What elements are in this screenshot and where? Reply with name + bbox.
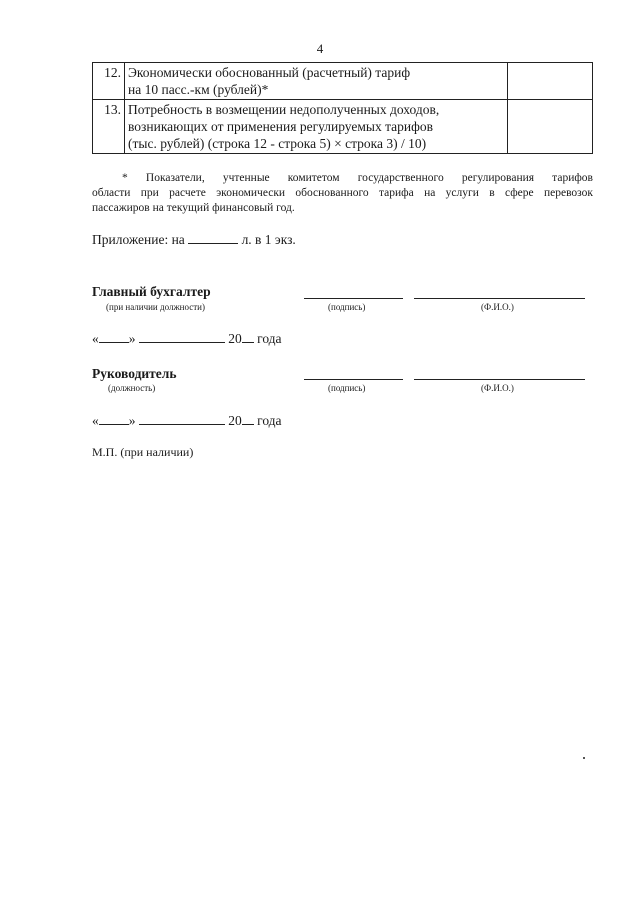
date-year-prefix: 20 <box>228 331 242 346</box>
appendix-pages-blank <box>188 232 238 244</box>
date-month-blank <box>139 413 225 425</box>
footnote-line: * Показатели, учтенные комитетом государственного регулирования тарифов <box>122 172 593 184</box>
footnote-line: пассажиров на текущий финансовый год. <box>92 202 295 214</box>
tariff-table <box>92 62 593 154</box>
chief-accountant-signature-hint: (подпись) <box>328 302 366 312</box>
appendix-prefix: Приложение: на <box>92 232 185 247</box>
director-signature-hint: (подпись) <box>328 383 366 393</box>
director-name-hint: (Ф.И.О.) <box>481 383 514 393</box>
director-date-line <box>92 413 282 429</box>
table-row <box>93 100 593 154</box>
date-month-blank <box>139 331 225 343</box>
row-description <box>125 100 508 154</box>
director-name-line <box>414 379 585 380</box>
row-number: 12. <box>93 63 125 100</box>
row-number: 13. <box>93 100 125 154</box>
table-row <box>93 63 593 100</box>
date-year-prefix: 20 <box>228 413 242 428</box>
page-number: 4 <box>316 41 324 56</box>
date-close-quote: » <box>128 331 136 346</box>
chief-accountant-name-hint: (Ф.И.О.) <box>481 302 514 312</box>
row-text-line: Потребность в возмещении недополученных доходов, <box>128 102 440 117</box>
date-day-blank <box>99 413 129 425</box>
row-description <box>125 63 508 100</box>
chief-accountant-signature-line <box>304 298 403 299</box>
scan-dot <box>583 757 585 759</box>
director-signature-line <box>304 379 403 380</box>
date-open-quote: « <box>92 331 99 346</box>
appendix-line <box>92 232 296 248</box>
row-text-line: на 10 пасс.-км (рублей)* <box>128 82 269 97</box>
row-value <box>508 63 593 100</box>
appendix-suffix: л. в 1 экз. <box>241 232 296 247</box>
date-open-quote: « <box>92 413 99 428</box>
chief-accountant-title: Главный бухгалтер <box>92 284 211 299</box>
director-title: Руководитель <box>92 366 177 381</box>
date-year-blank <box>242 331 254 343</box>
row-text-line: (тыс. рублей) (строка 12 - строка 5) × строка 3) / 10) <box>128 136 427 151</box>
date-year-suffix: года <box>257 331 282 346</box>
date-year-blank <box>242 413 254 425</box>
row-text-line: возникающих от применения регулируемых тарифов <box>128 119 433 134</box>
chief-accountant-name-line <box>414 298 585 299</box>
chief-accountant-date-line <box>92 331 282 347</box>
director-position-hint: (должность) <box>108 383 156 393</box>
footnote <box>92 171 593 216</box>
row-value <box>508 100 593 154</box>
stamp-note: М.П. (при наличии) <box>92 445 194 459</box>
date-year-suffix: года <box>257 413 282 428</box>
date-day-blank <box>99 331 129 343</box>
footnote-line: области при расчете экономически обоснованного тарифа на услуги в сфере перевозок <box>92 187 593 199</box>
row-text-line: Экономически обоснованный (расчетный) тариф <box>128 65 411 80</box>
date-close-quote: » <box>128 413 136 428</box>
chief-accountant-position-hint: (при наличии должности) <box>106 302 205 312</box>
